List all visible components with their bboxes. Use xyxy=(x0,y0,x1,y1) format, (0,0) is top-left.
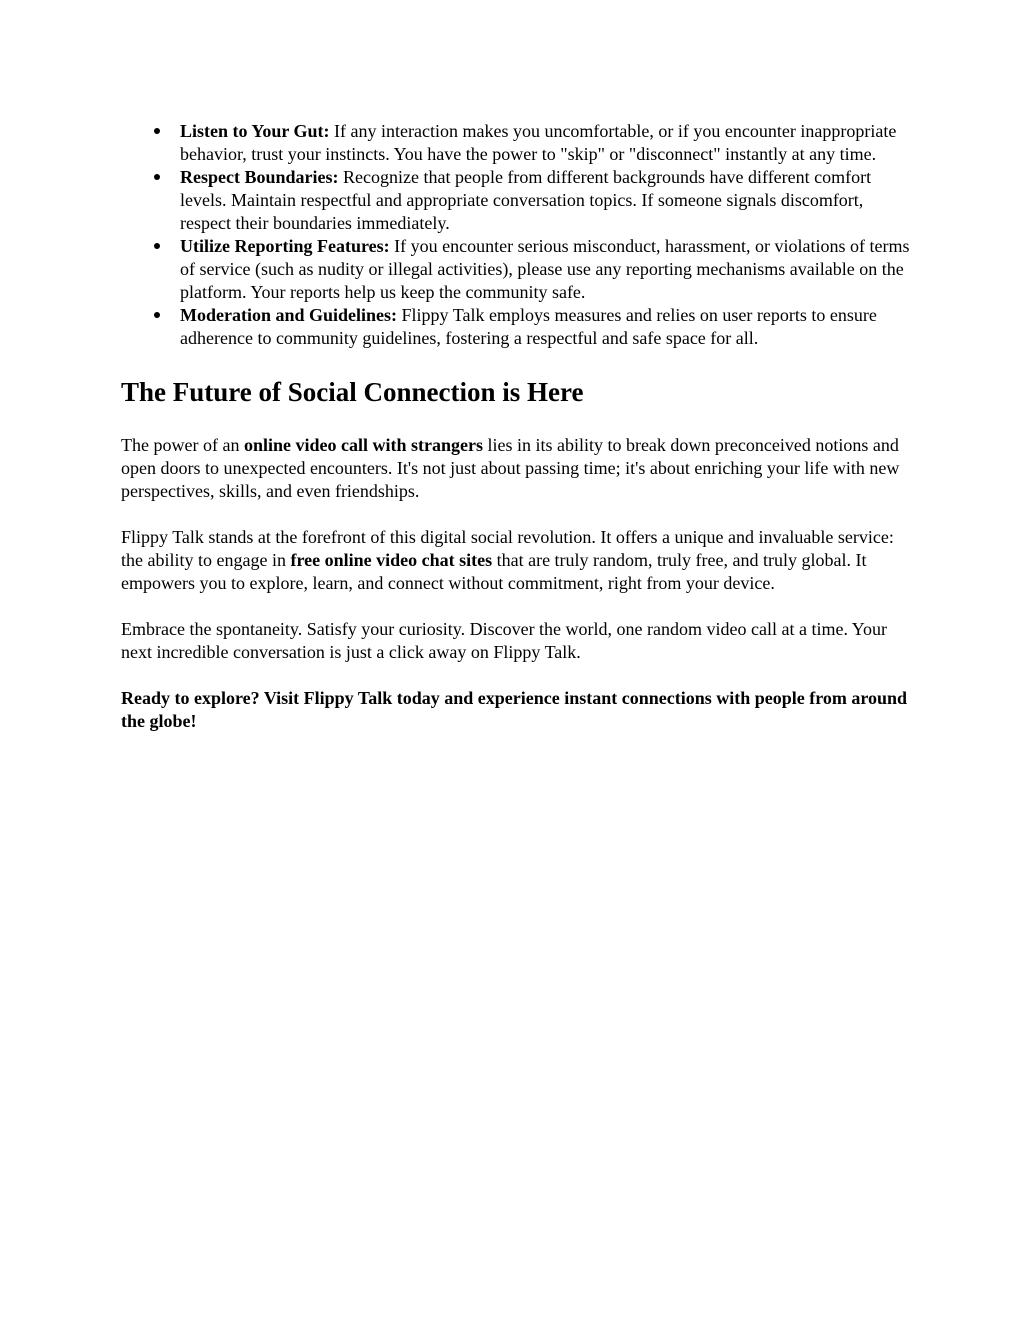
bullet-icon xyxy=(152,235,162,258)
bullet-icon xyxy=(152,166,162,189)
paragraph-forefront xyxy=(121,526,911,595)
document-page xyxy=(121,120,911,733)
paragraph-text: lies in its ability to break down preconceived notions and open doors to unexpected encounters. It's not just about passing time; it's about enriching your life with new perspectives, skills, and even friendships. xyxy=(121,435,900,501)
tip-text: Recognize that people from different backgrounds have different comfort levels. Maintain respectful and appropriate conversation topics. If someone signals discomfort, respect their boundaries immediately. xyxy=(180,167,872,233)
paragraph-intro xyxy=(121,434,911,503)
section-heading: The Future of Social Connection is Here xyxy=(121,377,584,407)
paragraph-text: that are truly random, truly free, and truly global. It empowers you to explore, learn, and connect without commitment, right from your device. xyxy=(121,550,867,593)
bullet-icon xyxy=(152,304,162,327)
keyword-strangers: online video call with strangers xyxy=(243,435,483,455)
list-item xyxy=(121,235,911,304)
tip-title: Listen to Your Gut: xyxy=(180,121,330,141)
paragraph-text: Flippy Talk stands at the forefront of this digital social revolution. It offers a unique and invaluable service: the ability to engage in xyxy=(121,527,894,570)
tip-text: Flippy Talk employs measures and relies on user reports to ensure adherence to community guidelines, fostering a respectful and safe space for all. xyxy=(180,305,877,348)
tip-title: Utilize Reporting Features: xyxy=(180,236,390,256)
list-item xyxy=(121,166,911,235)
list-item xyxy=(121,304,911,350)
tip-title: Respect Boundaries: xyxy=(180,167,339,187)
keyword-chat-sites: free online video chat sites xyxy=(290,550,493,570)
tip-text: If you encounter serious misconduct, harassment, or violations of terms of service (such as nudity or illegal activities), please use any reporting mechanisms available on the platform. Your reports help us keep the community safe. xyxy=(180,236,910,302)
bullet-icon xyxy=(152,120,162,143)
tip-title: Moderation and Guidelines: xyxy=(180,305,398,325)
safety-tips-list xyxy=(121,120,911,350)
paragraph-embrace: Embrace the spontaneity. Satisfy your curiosity. Discover the world, one random video call at a time. Your next incredible conversation is just a click away on Flippy Talk. xyxy=(121,619,887,662)
tip-text: If any interaction makes you uncomfortable, or if you encounter inappropriate behavior, trust your instincts. You have the power to "skip" or "disconnect" instantly at any time. xyxy=(180,121,897,164)
list-item xyxy=(121,120,911,166)
call-to-action: Ready to explore? Visit Flippy Talk today and experience instant connections with people from around the globe! xyxy=(121,688,908,731)
paragraph-text: The power of an xyxy=(121,435,244,455)
